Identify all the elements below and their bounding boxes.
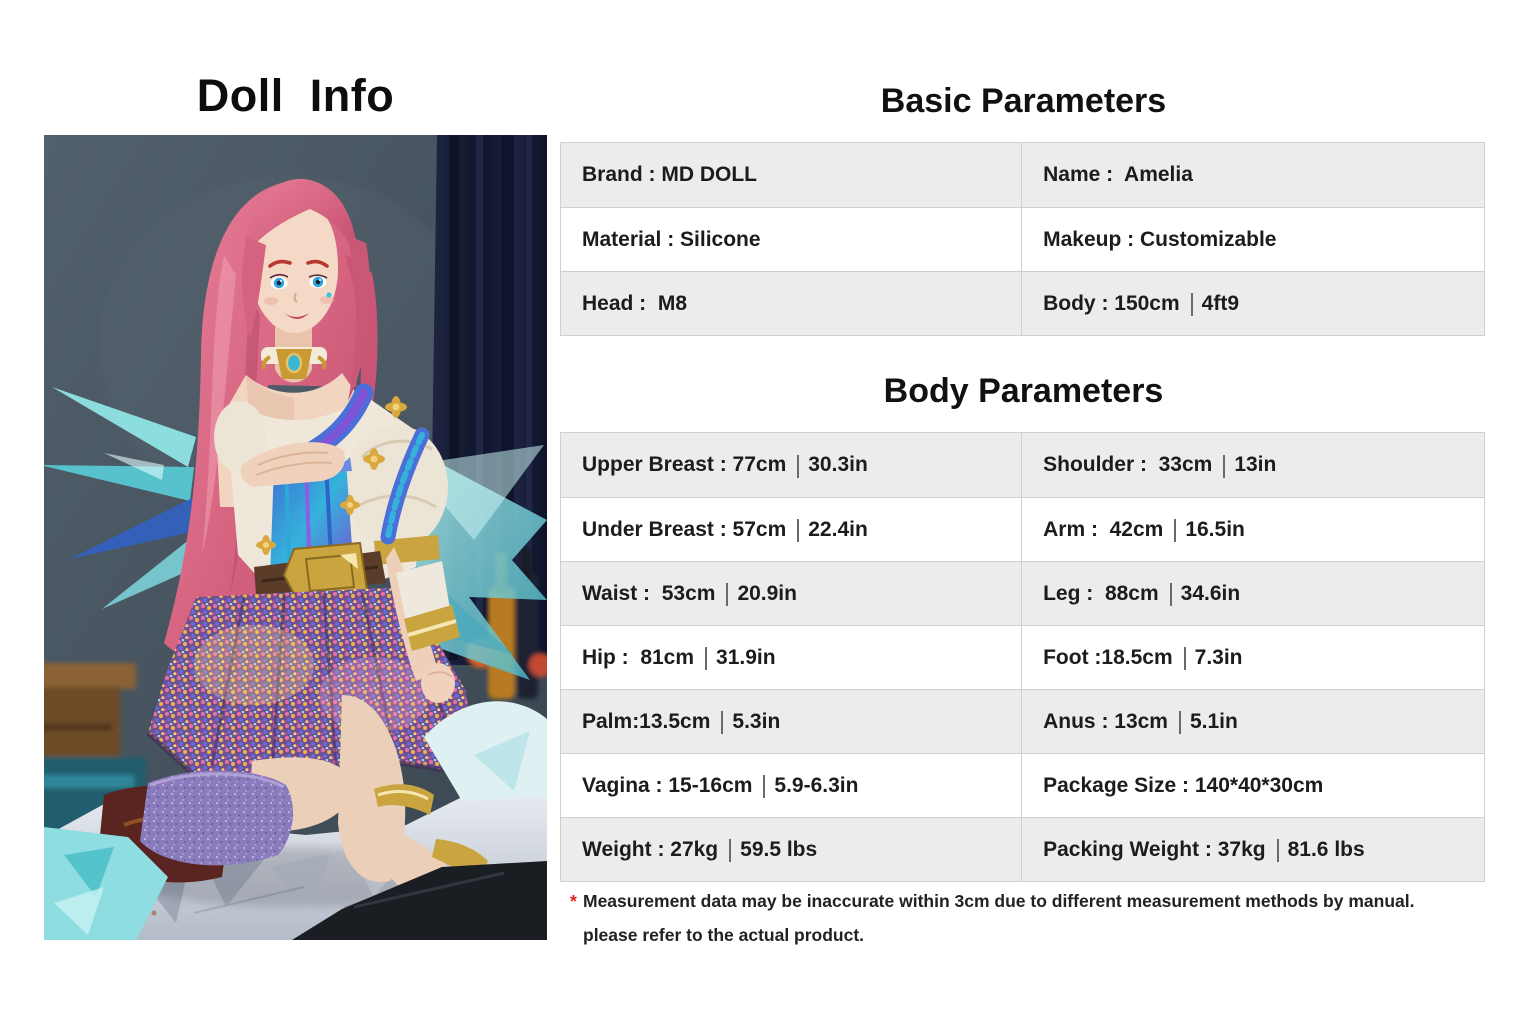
parameter-alt-value: 7.3in [1194, 645, 1243, 669]
parameter-value: Arm : 42cm [1043, 517, 1164, 541]
parameter-alt-value: 81.6 lbs [1287, 837, 1365, 861]
unit-divider [763, 775, 765, 798]
parameter-alt-value: 16.5in [1185, 517, 1245, 541]
table-cell [1021, 626, 1484, 689]
page-title: Doll Info [196, 70, 395, 121]
unit-divider [726, 583, 728, 606]
unit-divider [721, 711, 723, 734]
unit-divider [729, 839, 731, 862]
parameter-value: Waist : 53cm [582, 581, 716, 605]
parameter-alt-value: 30.3in [808, 453, 868, 476]
parameter-alt-value: 31.9in [716, 645, 776, 669]
parameter-value: Hip : 81cm [582, 645, 695, 669]
parameter-value: Material : Silicone [582, 227, 761, 251]
body-parameters-table [560, 432, 1485, 882]
parameter-alt-value: 4ft9 [1201, 291, 1240, 315]
doll-photo-illustration [44, 135, 547, 940]
parameter-value: Head : M8 [582, 291, 688, 315]
parameter-value: Name : Amelia [1043, 163, 1193, 186]
parameter-value: Brand : MD DOLL [582, 163, 757, 186]
table-cell [561, 433, 1021, 497]
unit-divider [797, 519, 799, 542]
parameter-value: Under Breast : 57cm [582, 517, 787, 541]
table-cell [561, 562, 1021, 625]
unit-divider [1174, 519, 1176, 542]
table-cell [561, 143, 1021, 207]
parameter-alt-value: 59.5 lbs [740, 837, 818, 861]
table-cell [561, 272, 1021, 335]
unit-divider [797, 455, 799, 478]
parameter-alt-value: 13in [1234, 453, 1277, 476]
table-cell [561, 754, 1021, 817]
table-cell [1021, 143, 1484, 207]
unit-divider [1277, 839, 1279, 862]
table-cell [561, 818, 1021, 881]
parameter-value: Body : 150cm [1043, 291, 1180, 315]
parameter-value: Leg : 88cm [1043, 581, 1159, 605]
unit-divider [1223, 455, 1225, 478]
table-row [561, 689, 1484, 753]
table-row [561, 561, 1484, 625]
table-cell [1021, 498, 1484, 561]
parameter-alt-value: 5.1in [1189, 709, 1238, 733]
table-row [561, 625, 1484, 689]
parameter-value: Anus : 13cm [1043, 709, 1168, 733]
table-cell [561, 498, 1021, 561]
parameter-value: Vagina : 15-16cm [582, 773, 753, 797]
table-cell [1021, 272, 1484, 335]
parameter-value: Packing Weight : 37kg [1043, 837, 1266, 861]
table-row [561, 207, 1484, 271]
table-cell [1021, 754, 1484, 817]
table-cell [1021, 208, 1484, 271]
unit-divider [1179, 711, 1181, 734]
parameter-value: Upper Breast : 77cm [582, 453, 787, 476]
table-cell [1021, 818, 1484, 881]
unit-divider [1191, 293, 1193, 316]
unit-divider [705, 647, 707, 670]
table-row [561, 271, 1484, 335]
table-cell [561, 208, 1021, 271]
parameter-value: Foot :18.5cm [1043, 645, 1173, 669]
note-line1: Measurement data may be inaccurate within 3cm due to different measurement methods by manual. [583, 891, 1415, 911]
parameter-value: Weight : 27kg [582, 837, 719, 861]
body-parameters-title: Body Parameters [883, 372, 1164, 410]
table-row [561, 433, 1484, 497]
parameter-alt-value: 20.9in [737, 581, 797, 605]
table-row [561, 753, 1484, 817]
basic-parameters-title: Basic Parameters [880, 82, 1167, 120]
note-line2: please refer to the actual product. [583, 925, 865, 946]
table-row [561, 497, 1484, 561]
doll-photo [44, 135, 547, 940]
parameter-alt-value: 34.6in [1180, 581, 1241, 605]
note-asterisk: * [570, 891, 577, 911]
measurement-note [570, 884, 1493, 952]
parameter-alt-value: 22.4in [808, 517, 868, 541]
table-row [561, 143, 1484, 207]
table-cell [1021, 690, 1484, 753]
basic-parameters-table [560, 142, 1485, 336]
table-cell [1021, 433, 1484, 497]
table-cell [1021, 562, 1484, 625]
unit-divider [1170, 583, 1172, 606]
table-cell [561, 690, 1021, 753]
table-row [561, 817, 1484, 881]
parameter-alt-value: 5.9-6.3in [774, 773, 859, 797]
unit-divider [1184, 647, 1186, 670]
parameter-value: Makeup : Customizable [1043, 227, 1277, 251]
parameter-alt-value: 5.3in [732, 709, 781, 733]
table-cell [561, 626, 1021, 689]
parameter-value: Shoulder : 33cm [1043, 453, 1213, 476]
parameter-value: Package Size : 140*40*30cm [1043, 773, 1324, 797]
parameter-value: Palm:13.5cm [582, 709, 711, 733]
